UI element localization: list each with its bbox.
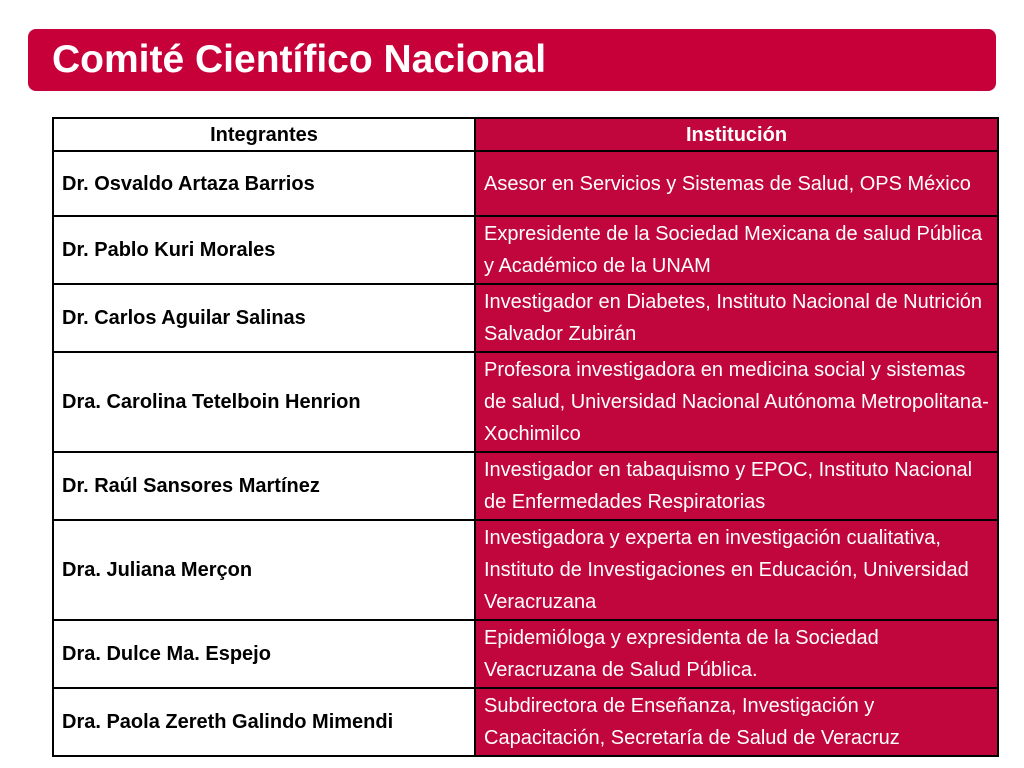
member-institution: Epidemióloga y expresidenta de la Sociedad Veracruzana de Salud Pública. (475, 620, 998, 688)
member-name: Dra. Carolina Tetelboin Henrion (53, 352, 475, 452)
table-row (53, 352, 998, 452)
committee-table (52, 117, 999, 757)
column-header-integrantes: Integrantes (53, 118, 475, 151)
page-title: Comité Científico Nacional (52, 38, 547, 81)
member-name: Dr. Pablo Kuri Morales (53, 216, 475, 284)
member-name: Dr. Raúl Sansores Martínez (53, 452, 475, 520)
member-name: Dr. Osvaldo Artaza Barrios (53, 151, 475, 216)
table-row (53, 452, 998, 520)
member-institution: Profesora investigadora en medicina social y sistemas de salud, Universidad Nacional Autónoma Metropolitana-Xochimilco (475, 352, 998, 452)
table-row (53, 151, 998, 216)
table-header-row (53, 118, 998, 151)
member-institution: Asesor en Servicios y Sistemas de Salud, OPS México (475, 151, 998, 216)
member-name: Dr. Carlos Aguilar Salinas (53, 284, 475, 352)
committee-table-container (52, 117, 997, 757)
member-institution: Expresidente de la Sociedad Mexicana de salud Pública y Académico de la UNAM (475, 216, 998, 284)
table-row (53, 216, 998, 284)
title-banner (28, 29, 996, 91)
member-name: Dra. Dulce Ma. Espejo (53, 620, 475, 688)
column-header-institucion: Institución (475, 118, 998, 151)
member-institution: Investigador en Diabetes, Instituto Nacional de Nutrición Salvador Zubirán (475, 284, 998, 352)
table-row (53, 688, 998, 756)
member-name: Dra. Juliana Merçon (53, 520, 475, 620)
member-name: Dra. Paola Zereth Galindo Mimendi (53, 688, 475, 756)
table-row (53, 520, 998, 620)
member-institution: Investigadora y experta en investigación cualitativa, Instituto de Investigaciones en Educación, Universidad Veracruzana (475, 520, 998, 620)
table-row (53, 284, 998, 352)
table-row (53, 620, 998, 688)
member-institution: Investigador en tabaquismo y EPOC, Instituto Nacional de Enfermedades Respiratorias (475, 452, 998, 520)
member-institution: Subdirectora de Enseñanza, Investigación y Capacitación, Secretaría de Salud de Veracruz (475, 688, 998, 756)
